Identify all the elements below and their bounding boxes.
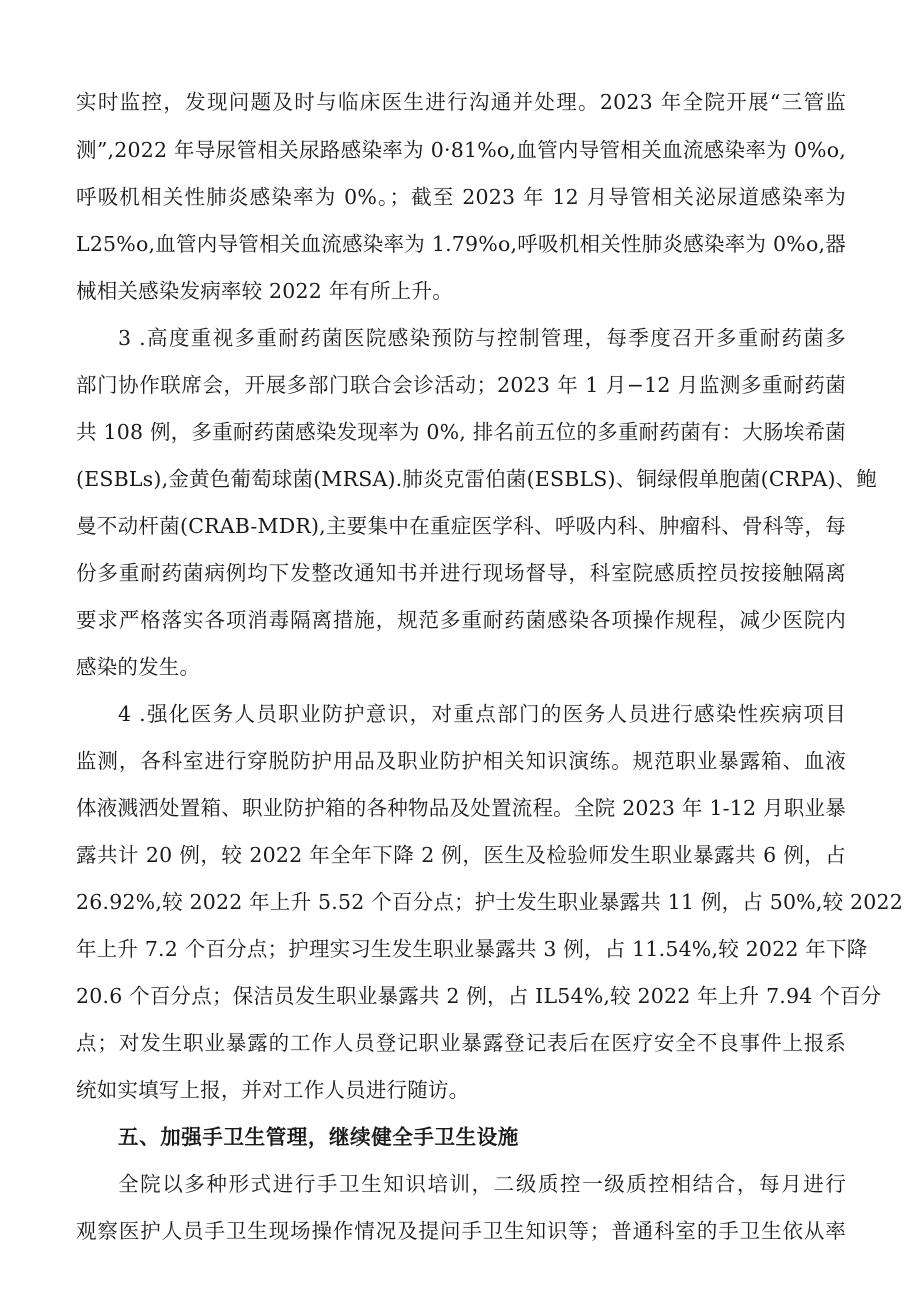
text-line: 测”,2022 年导尿管相关尿路感染率为 0·81%o,血管内导管相关血流感染率为 0%o, — [76, 138, 846, 162]
text-line: 监测，各科室进行穿脱防护用品及职业防护相关知识演练。规范职业暴露箱、血液 — [76, 749, 846, 773]
text-line: 械相关感染发病率较 2022 年有所上升。 — [76, 279, 453, 303]
text-line: L25%o,血管内导管相关血流感染率为 1.79%o,呼吸机相关性肺炎感染率为 0%o,器 — [76, 232, 846, 256]
text-line: 部门协作联席会，开展多部门联合会诊活动；2023 年 1 月−12 月监测多重耐药菌 — [76, 373, 846, 397]
text-line: (ESBLs),金黄色葡萄球菌(MRSA).肺炎克雷伯菌(ESBLS)、铜绿假单胞菌(CRPA)、鲍 — [76, 467, 878, 491]
text-line: 年上升 7.2 个百分点；护理实习生发生职业暴露共 3 例，占 11.54%,较 2022 年下降 — [76, 937, 868, 961]
text-line: 呼吸机相关性肺炎感染率为 0%。；截至 2023 年 12 月导管相关泌尿道感染率为 — [76, 185, 846, 209]
text-line: 全院以多种形式进行手卫生知识培训，二级质控一级质控相结合，每月进行 — [118, 1172, 846, 1196]
text-line: 体液溅洒处置箱、职业防护箱的各种物品及处置流程。全院 2023 年 1-12 月职业暴 — [76, 796, 846, 820]
text-line: 26.92%,较 2022 年上升 5.52 个百分点；护士发生职业暴露共 11 例，占 50%,较 2022 — [76, 890, 903, 914]
text-line: 份多重耐药菌病例均下发整改通知书并进行现场督导，科室院感质控员按接触隔离 — [76, 561, 846, 585]
text-line: 感染的发生。 — [76, 655, 201, 679]
text-line: 点；对发生职业暴露的工作人员登记职业暴露登记表后在医疗安全不良事件上报系 — [76, 1031, 846, 1055]
text-line: 露共计 20 例，较 2022 年全年下降 2 例，医生及检验师发生职业暴露共 6 例，占 — [76, 843, 846, 867]
text-line: 4 .强化医务人员职业防护意识，对重点部门的医务人员进行感染性疾病项目 — [118, 702, 846, 726]
text-line: 共 108 例，多重耐药菌感染发现率为 0%, 排名前五位的多重耐药菌有：大肠埃希菌 — [76, 420, 846, 444]
text-line: 统如实填写上报，并对工作人员进行随访。 — [76, 1078, 470, 1102]
text-line: 实时监控，发现问题及时与临床医生进行沟通并处理。2023 年全院开展“三管监 — [76, 90, 846, 114]
text-line: 要求严格落实各项消毒隔离措施，规范多重耐药菌感染各项操作规程，减少医院内 — [76, 608, 846, 632]
text-line: 曼不动杆菌(CRAB-MDR),主要集中在重症医学科、呼吸内科、肿瘤科、骨科等，每 — [76, 514, 846, 538]
text-line: 20.6 个百分点；保洁员发生职业暴露共 2 例，占 IL54%,较 2022 年上升 7.94 个百分 — [76, 984, 882, 1008]
section-heading: 五、加强手卫生管理，继续健全手卫生设施 — [118, 1125, 519, 1149]
text-line: 观察医护人员手卫生现场操作情况及提问手卫生知识等；普通科室的手卫生依从率 — [76, 1219, 846, 1243]
text-line: 3 .高度重视多重耐药菌医院感染预防与控制管理，每季度召开多重耐药菌多 — [118, 326, 846, 350]
